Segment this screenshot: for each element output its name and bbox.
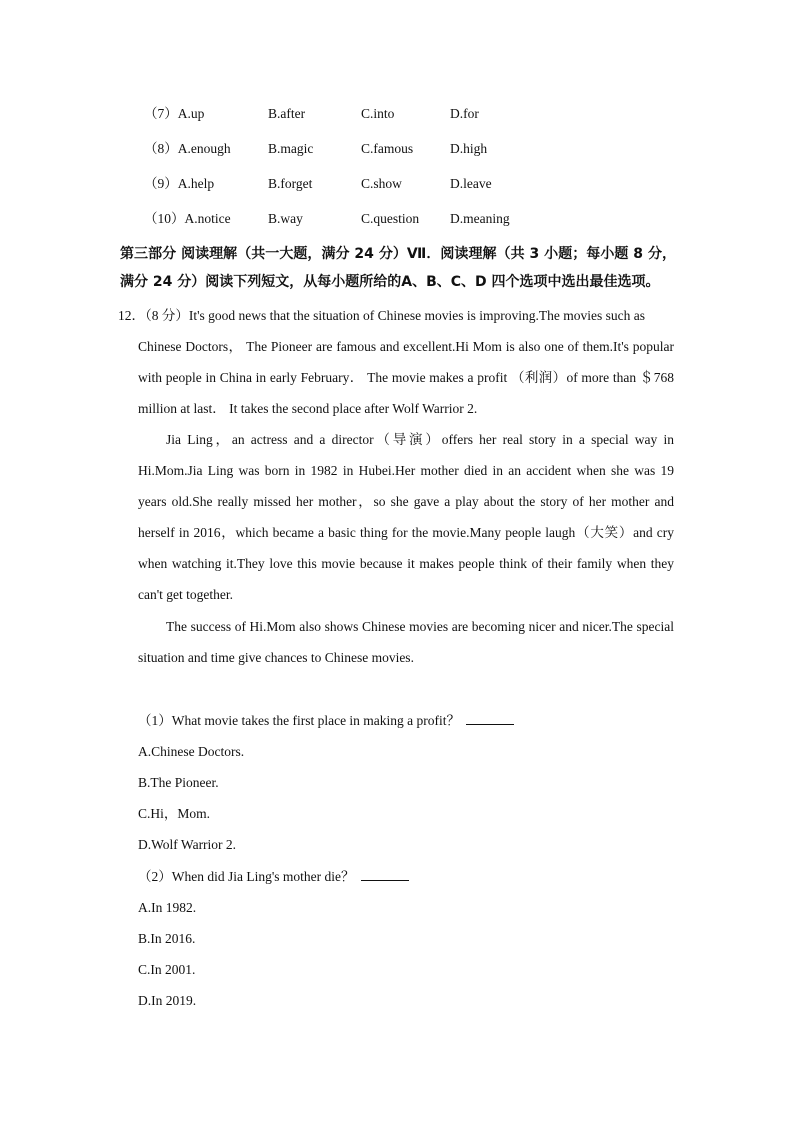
option-b: B.after: [268, 106, 306, 121]
option-c: C.show: [361, 176, 402, 191]
options-row-8: [0, 139, 794, 159]
choice-d: D.In 2019.: [138, 993, 197, 1008]
choice-c: C.In 2001.: [138, 962, 196, 977]
answer-blank[interactable]: [361, 868, 409, 881]
passage-paragraph-3: The success of Hi.Mom also shows Chinese movies are becoming nicer and nicer.The special situation and time give chances to Chinese movies.: [138, 619, 674, 665]
choice-c: C.Hi，Mom.: [138, 806, 211, 821]
option-d: D.leave: [450, 176, 492, 191]
option-b: B.way: [268, 211, 303, 226]
options-row-7: [0, 104, 794, 124]
sub-question-1-stem: [138, 710, 514, 732]
option-a: （8）A.enough: [144, 141, 231, 156]
option-d: D.meaning: [450, 211, 510, 226]
passage-first-line: It's good news that the situation of Chinese movies is improving.The movies such as: [188, 308, 646, 323]
stem-text: （1）What movie takes the first place in making a profit？: [138, 713, 461, 728]
option-c: C.into: [361, 106, 395, 121]
choice-b: B.In 2016.: [138, 931, 196, 946]
choice-a: A.Chinese Doctors.: [138, 744, 245, 759]
choice-b: B.The Pioneer.: [138, 775, 219, 790]
section-heading: 第三部分 阅读理解（共一大题，满分 24 分）Ⅶ．阅读理解（共 3 小题；每小题 8 分，满分 24 分）阅读下列短文，从每小题所给的A、B、C、D 四个选项中选出最佳选项。: [120, 246, 676, 290]
choice-a: A.In 1982.: [138, 900, 197, 915]
sub-question-2-stem: [138, 866, 409, 888]
option-a: （10）A.notice: [144, 211, 231, 226]
option-d: D.for: [450, 106, 479, 121]
option-c: C.question: [361, 211, 420, 226]
choice-d: D.Wolf Warrior 2.: [138, 837, 237, 852]
passage-paragraph-2: Jia Ling，an actress and a director（导演）offers her real story in a special way in Hi.Mom.Jia Ling was born in 1982 in Hubei.Her mother died in an accident when she was 19 years old.She really missed her mother，so she gave a play about the story of her mother and herself in 2016，which became a basic thing for the movie.Many people laugh（大笑）and cry when watching it.They love this movie because it makes people think of their family when they can't get together.: [138, 432, 674, 602]
option-b: B.magic: [268, 141, 314, 156]
option-d: D.high: [450, 141, 488, 156]
answer-blank[interactable]: [466, 712, 514, 725]
option-a: （9）A.help: [144, 176, 215, 191]
question-12-first-line: [118, 304, 645, 328]
passage-paragraph-1: Chinese Doctors， The Pioneer are famous and excellent.Hi Mom is also one of them.It's popular with people in China in early February． The movie makes a profit （利润）of more than ＄768 million at last． It takes the second place after Wolf Warrior 2.: [138, 339, 674, 416]
options-row-9: [0, 174, 794, 194]
option-b: B.forget: [268, 176, 313, 191]
option-a: （7）A.up: [144, 106, 205, 121]
options-row-10: [0, 209, 794, 229]
question-number: 12．（8 分）: [118, 308, 189, 323]
option-c: C.famous: [361, 141, 414, 156]
stem-text: （2）When did Jia Ling's mother die？: [138, 869, 355, 884]
